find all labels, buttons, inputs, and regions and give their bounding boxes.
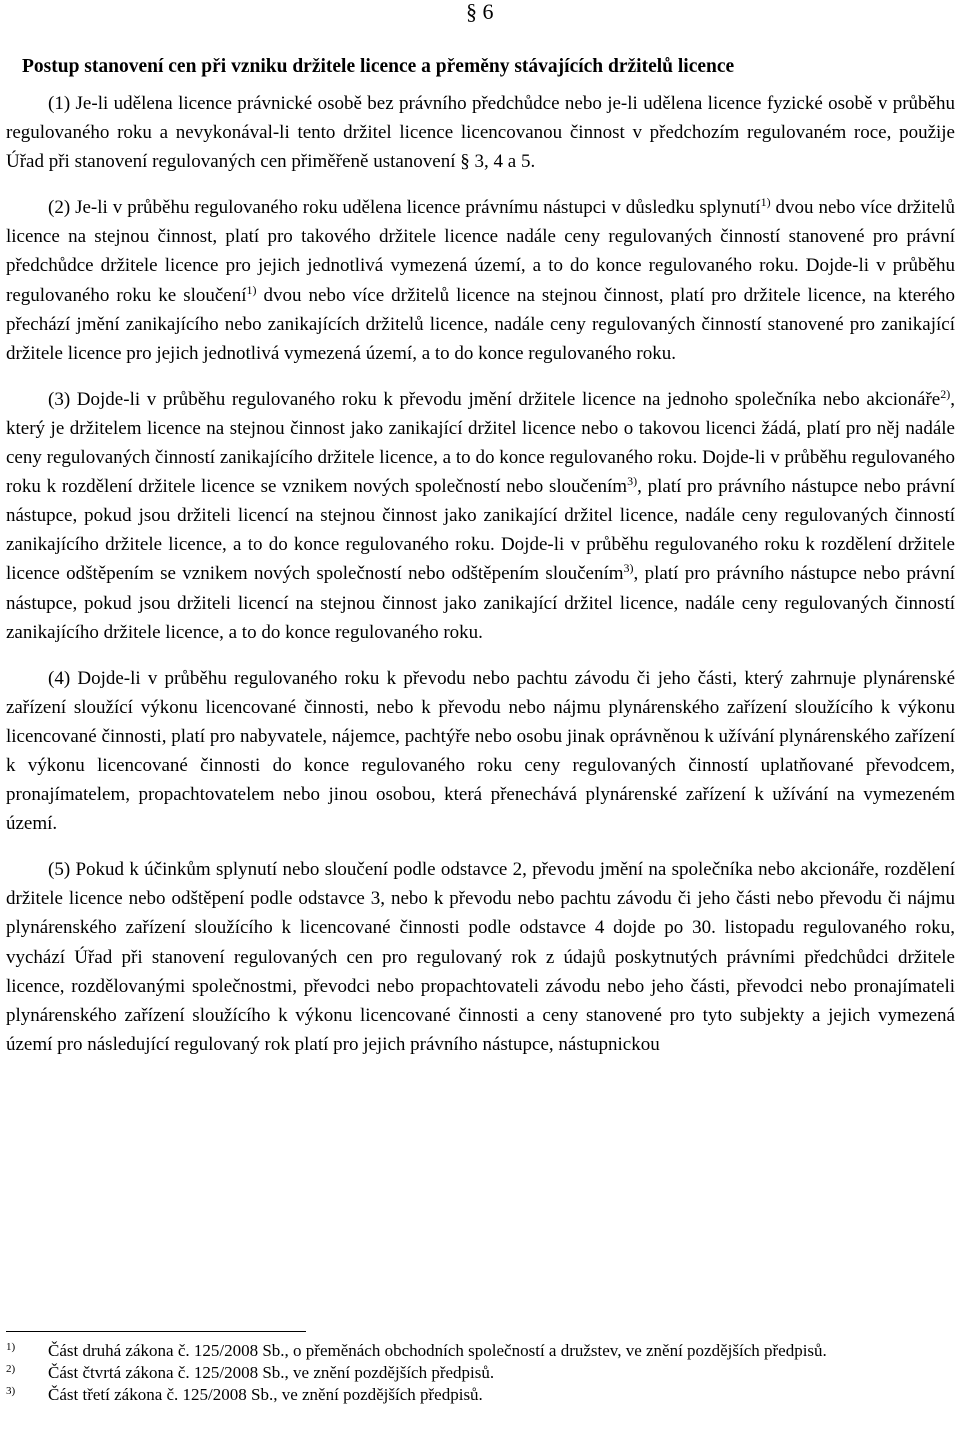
paragraph-4: (4) Dojde-li v průběhu regulovaného roku k převodu nebo pachtu závodu či jeho části, který zahrnuje plynárenské zařízení sloužící výkonu licencované činnosti, nebo k převodu nebo nájmu plynárenského zařízení sloužícího k výkonu licencované činnosti, platí pro nabyvatele, nájemce, pachtýře nebo osobu jinak oprávněnou k užívání plynárenského zařízení k výkonu licencované činnosti do konce regulovaného roku ceny regulovaných činností uplatňované převodcem, pronajímatelem, propachtovatelem nebo jinou osobou, která přenechává plynárenské zařízení k užívání na vymezeném území.: [6, 667, 955, 835]
footnote-ref: 1): [760, 195, 771, 210]
footnote-ref: 1): [246, 282, 257, 297]
footnote-1: [6, 1340, 955, 1362]
paragraph-1: (1) Je-li udělena licence právnické osobě bez právního předchůdce nebo je-li udělena licence fyzické osobě v průběhu regulovaného roku a nevykonával-li tento držitel licence licencovanou činnost v předchozím regulovaném roce, použije Úřad při stanovení regulovaných cen přiměřeně ustanovení § 3, 4 a 5.: [6, 93, 955, 173]
footnote-ref: 3): [627, 474, 638, 489]
section-heading: Postup stanovení cen při vzniku držitele licence a přeměny stávajících držitelů licence: [22, 56, 735, 77]
footnote-text: Část druhá zákona č. 125/2008 Sb., o přeměnách obchodních společností a družstev, ve znění pozdějších předpisů.: [48, 1341, 827, 1360]
footnotes: [6, 1340, 955, 1406]
footnote-ref: 3): [623, 561, 634, 576]
paragraph-3: (3) Dojde-li v průběhu regulovaného roku k převodu jmění držitele licence na jednoho společníka nebo akcionáře$^{2)}$, který je držitelem licence na stejnou činnost jako zanikající držitel licence nebo o takovou licenci žádá, platí pro něj nadále ceny regulovaných činností zanikajícího držitele licence, a to do konce regulovaného roku. Dojde-li v průběhu regulovaného roku k rozdělení držitele licence se vznikem nových společností nebo sloučením$^{3)}$, platí pro právního nástupce nebo právní nástupce, pokud jsou držiteli licencí na stejnou činnost jako zanikající držitel licence, nadále ceny regulovaných činností zanikajícího držitele licence, a to do konce regulovaného roku. Dojde-li v průběhu regulovaného roku k rozdělení držitele licence odštěpením se vznikem nových společností nebo odštěpením sloučením$^{3)}$, platí pro právního nástupce nebo právní nástupce, pokud jsou držiteli licencí na stejnou činnost jako zanikající držitel licence, nadále ceny regulovaných činností zanikajícího držitele licence, a to do konce regulovaného roku.: [6, 386, 955, 643]
footnote-2: [6, 1362, 955, 1384]
footnote-divider: [6, 1331, 306, 1332]
footnote-3: [6, 1384, 955, 1406]
footnote-ref: 2): [940, 386, 951, 401]
paragraph-2: (2) Je-li v průběhu regulovaného roku udělena licence právnímu nástupci v důsledku splynutí$^{1)}$ dvou nebo více držitelů licence na stejnou činnost, platí pro takového držitele licence nadále ceny regulovaných činností stanovené pro právní předchůdce držitele licence pro jejich jednotlivá vymezená území, a to do konce regulovaného roku. Dojde-li v průběhu regulovaného roku ke sloučení$^{1)}$ dvou nebo více držitelů licence na stejnou činnost, platí pro držitele licence, na kterého přechází jmění zanikajícího nebo zanikajících držitelů licence, nadále ceny regulovaných činností stanovené pro zanikající držitele licence pro jejich jednotlivá vymezená území, a to do konce regulovaného roku.: [6, 195, 955, 364]
section-number: § 6: [466, 0, 494, 24]
footnote-number: 1): [6, 1341, 16, 1353]
body-text: [6, 89, 955, 1076]
footnote-text: Část třetí zákona č. 125/2008 Sb., ve znění pozdějších předpisů.: [48, 1385, 483, 1404]
footnote-number: 3): [6, 1385, 16, 1397]
footnote-number: 2): [6, 1363, 16, 1375]
paragraph-5: (5) Pokud k účinkům splynutí nebo sloučení podle odstavce 2, převodu jmění na společníka nebo akcionáře, rozdělení držitele licence nebo odštěpení podle odstavce 3, nebo k převodu nebo pachtu závodu či jeho části nebo převodu či nájmu plynárenského zařízení sloužícího k licencované činnosti podle odstavce 4 dojde po 30. listopadu regulovaného roku, vychází Úřad při stanovení regulovaných cen pro regulovaný rok z údajů poskytnutých právními předchůdci držitele licence, rozdělovanými společnostmi, převodci nebo propachtovateli závodu nebo jeho části, převodci nebo pronajímateli plynárenského zařízení sloužícího k výkonu licencované činnosti a ceny stanovené pro tyto subjekty a jejich vymezená území pro následující regulovaný rok platí pro jejich právního nástupce, nástupnickou: [6, 859, 955, 1055]
footnote-text: Část čtvrtá zákona č. 125/2008 Sb., ve znění pozdějších předpisů.: [48, 1363, 495, 1382]
